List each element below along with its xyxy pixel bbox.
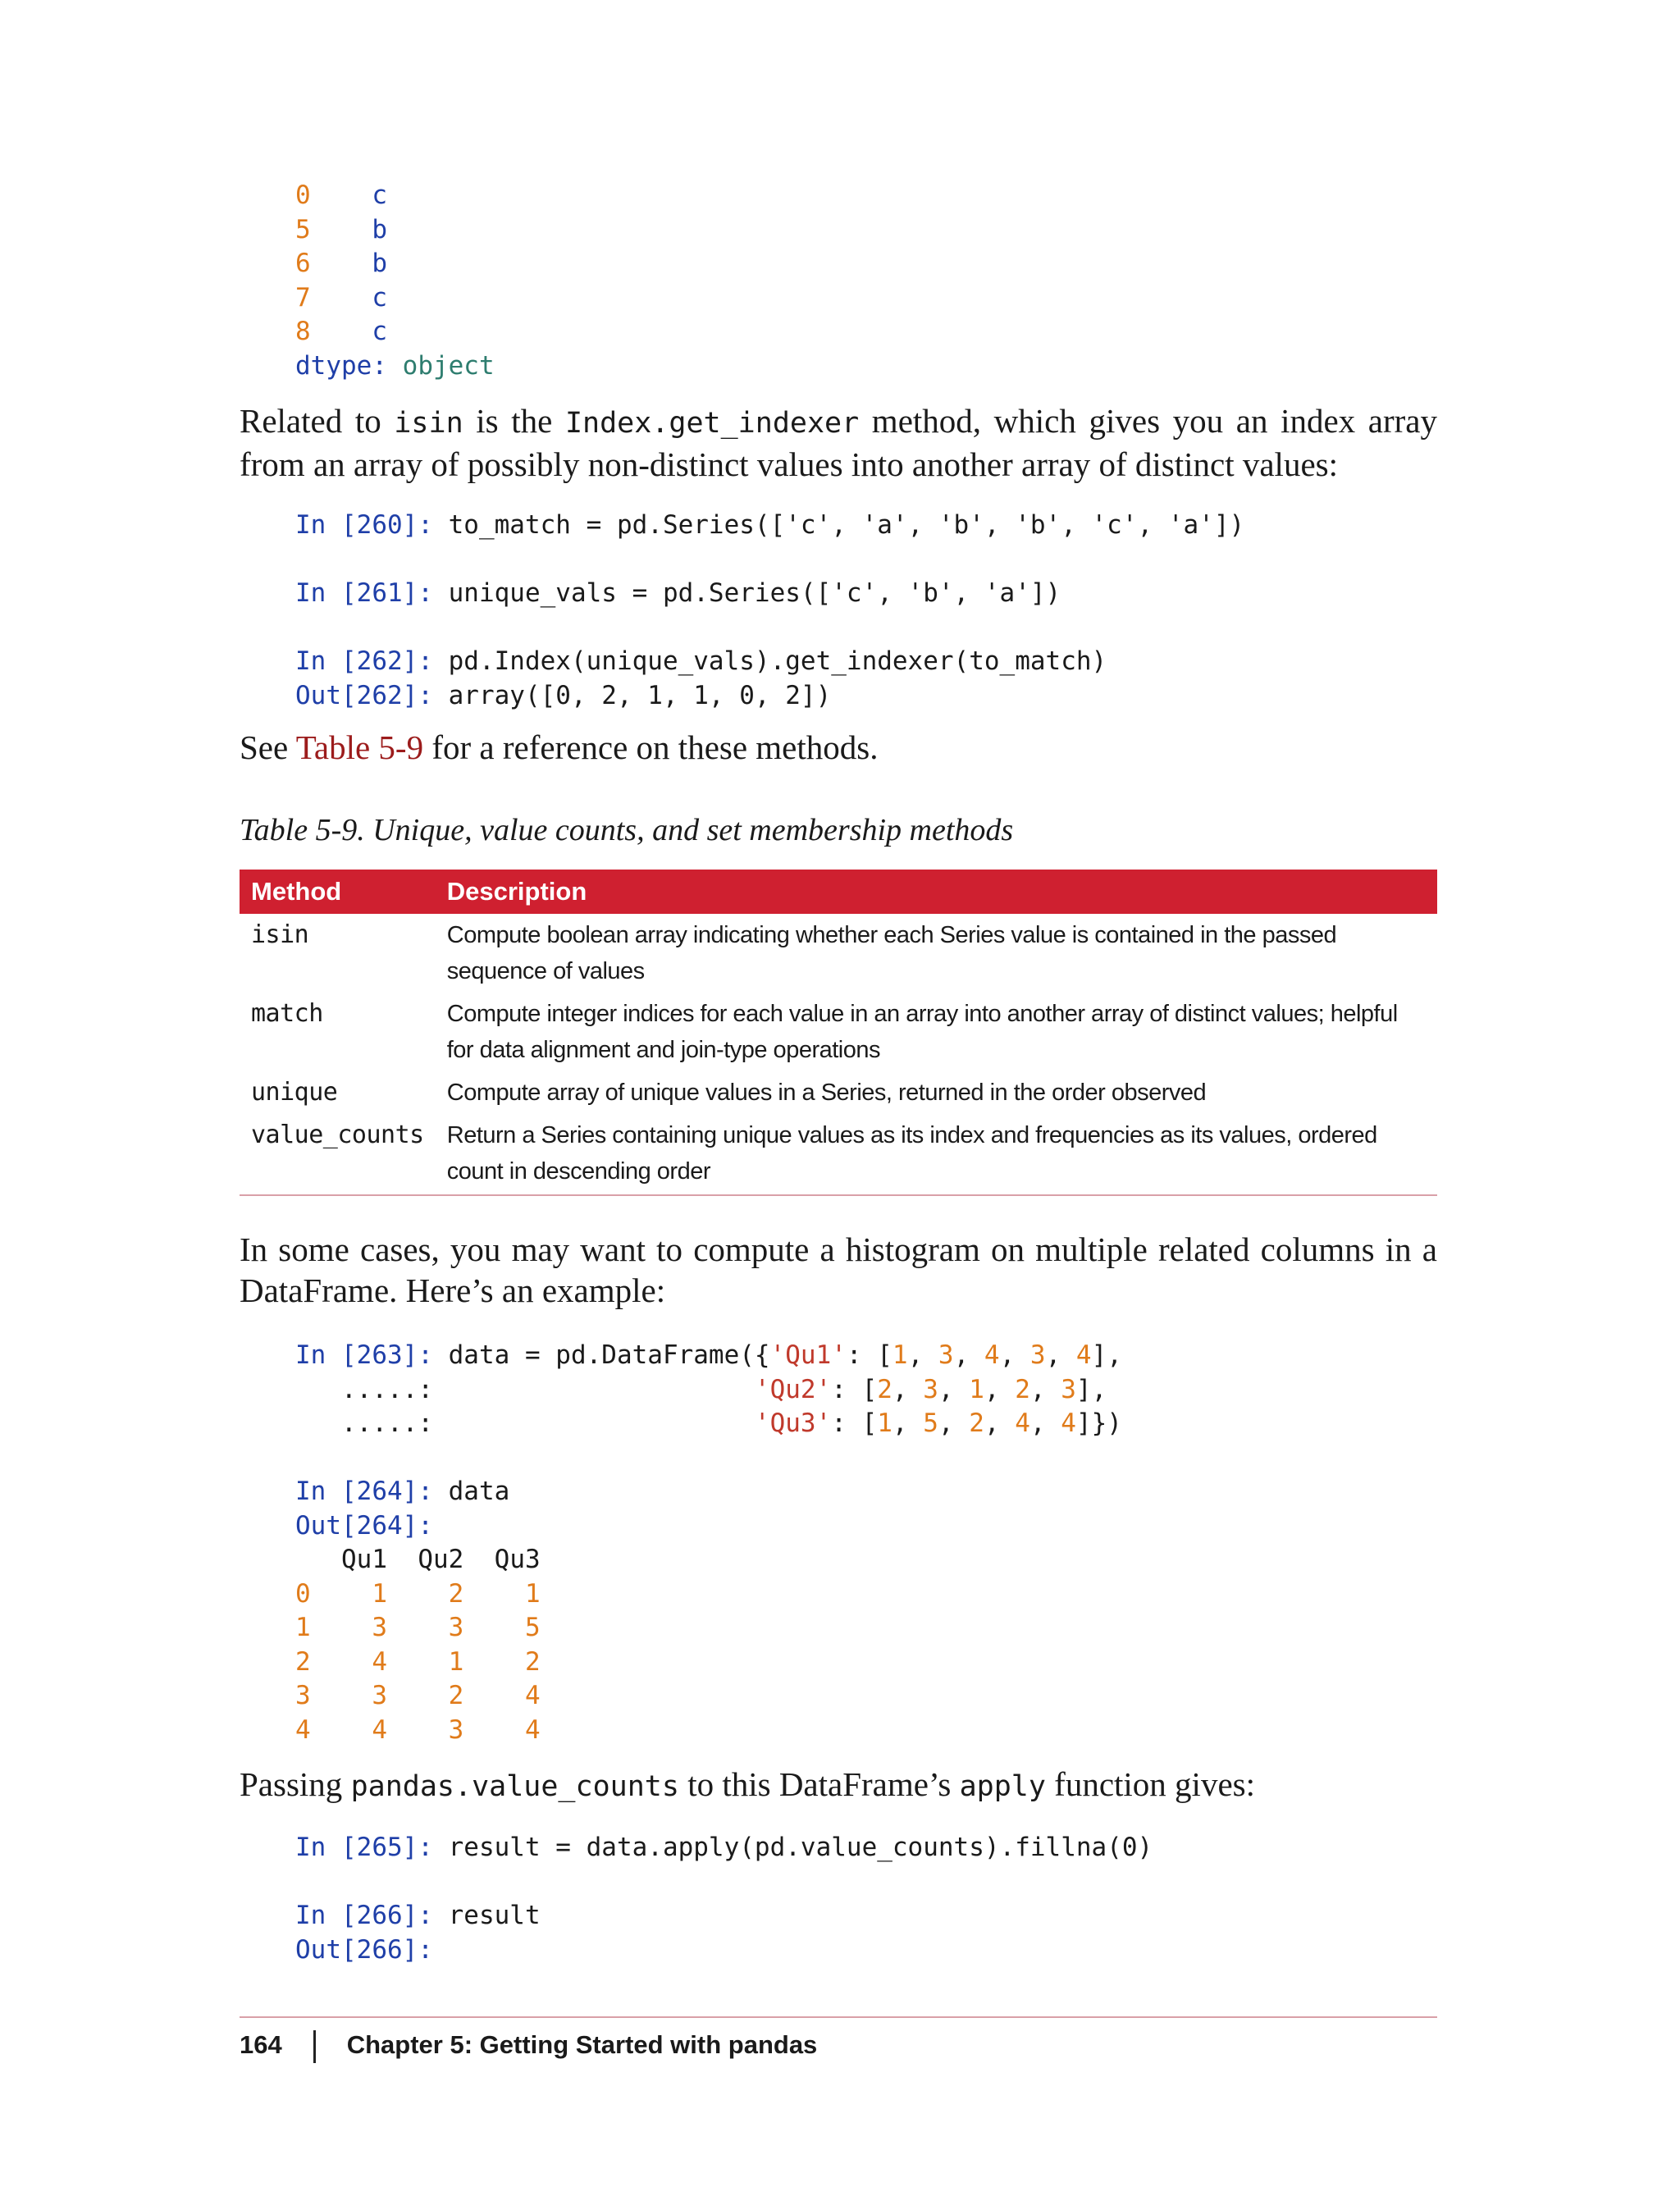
paragraph-table-reference: See Table 5-9 for a reference on these methods.: [240, 728, 879, 766]
method-cell: match: [251, 999, 323, 1028]
table-row: [240, 1071, 1437, 1114]
paragraph-get-indexer: Related to isin is the Index.get_indexer method, which gives you an index array from an array of possibly non-distinct values into another array of distinct values:: [240, 402, 1437, 483]
description-cell: Compute array of unique values in a Series, returned in the order observed: [446, 1080, 1207, 1106]
description-cell: Compute integer indices for each value in an array into another array of distinct values; helpful for data alignment and join-type operations: [446, 1001, 1398, 1063]
method-cell: value_counts: [240, 1114, 436, 1195]
footer-divider: [240, 2016, 1437, 2018]
header-description: Description: [436, 870, 1437, 914]
code-block-dataframe: In [263]: data = pd.DataFrame({'Qu1': [1, 3, 4, 3, 4], .....: 'Qu2': [2, 3, 1, 2, 3], .....: 'Qu3': [1, 5, 2, 4, 4]}) In [264]: data Out[264]: Qu1 Qu2 Qu3 0 1 2 1 1 3 3 5 2 4 1 2 3 3 2 4 4 4 3 4: [295, 1340, 1122, 1745]
table-row: [240, 1114, 1437, 1195]
description-cell: Return a Series containing unique values as its index and frequencies as its values, ordered count in descending order: [436, 1114, 1437, 1195]
series-output: 0 c 5 b 6 b 7 c 8 c dtype: object: [295, 180, 495, 381]
chapter-title: Chapter 5: Getting Started with pandas: [346, 2030, 818, 2060]
page-footer: [240, 2030, 817, 2063]
methods-table: [240, 870, 1437, 1196]
paragraph-histogram: In some cases, you may want to compute a histogram on multiple related columns in a DataFrame. Here’s an example:: [240, 1230, 1437, 1309]
table-5-9-link[interactable]: Table 5-9: [295, 728, 424, 766]
method-cell: unique: [251, 1078, 338, 1107]
method-cell: isin: [251, 920, 309, 949]
description-cell: Compute boolean array indicating whether each Series value is contained in the passed sequence of values: [446, 922, 1337, 984]
table-row: [240, 993, 1437, 1071]
code-block-result: In [265]: result = data.apply(pd.value_counts).fillna(0) In [266]: result Out[266]:: [295, 1833, 1153, 1965]
page-number: 164: [240, 2030, 282, 2060]
table-row: [240, 914, 1437, 993]
code-block-get-indexer: In [260]: to_match = pd.Series(['c', 'a', 'b', 'b', 'c', 'a']) In [261]: unique_vals = pd.Series(['c', 'b', 'a']) In [262]: pd.Index(unique_vals).get_indexer(to_match) Out[262]: array([0, 2, 1, 1, 0, 2]): [295, 510, 1245, 710]
table-header-row: [240, 870, 1437, 914]
header-method: Method: [240, 870, 436, 914]
table-caption: Table 5-9. Unique, value counts, and set membership methods: [240, 813, 1014, 847]
footer-separator: [313, 2030, 316, 2063]
paragraph-apply: Passing pandas.value_counts to this DataFrame’s apply function gives:: [240, 1765, 1255, 1803]
